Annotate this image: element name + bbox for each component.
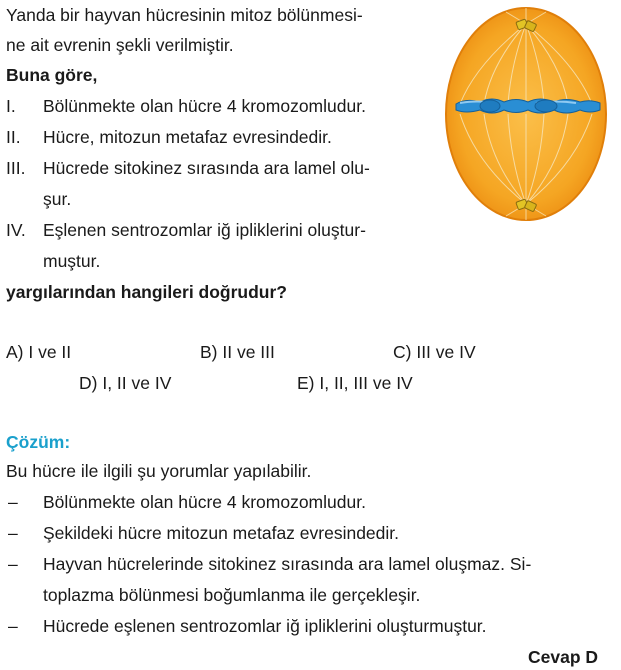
option-d[interactable]: D) I, II ve IV — [79, 373, 172, 393]
statement-4-text-line-2: muştur. — [43, 251, 101, 271]
metaphase-cell-figure — [436, 4, 616, 224]
solution-item-3-dash: – — [8, 554, 18, 574]
solution-item-1-dash: – — [8, 492, 18, 512]
statement-3-text-line-1: Hücrede sitokinez sırasında ara lamel olu- — [43, 158, 370, 178]
statement-1-number: I. — [6, 96, 16, 116]
statement-1-text: Bölünmekte olan hücre 4 kromozomludur. — [43, 96, 366, 116]
question-prompt: yargılarından hangileri doğrudur? — [6, 282, 287, 302]
intro-line-2: ne ait evrenin şekli verilmiştir. — [6, 35, 234, 55]
statement-3-number: III. — [6, 158, 26, 178]
solution-title: Çözüm: — [6, 432, 71, 452]
solution-intro: Bu hücre ile ilgili şu yorumlar yapılabilir. — [6, 461, 312, 481]
solution-item-3-text-line-1: Hayvan hücrelerinde sitokinez sırasında ara lamel oluşmaz. Si- — [43, 554, 532, 574]
statement-3-text-line-2: şur. — [43, 189, 72, 209]
solution-item-2-text: Şekildeki hücre mitozun metafaz evresindedir. — [43, 523, 400, 543]
option-b[interactable]: B) II ve III — [200, 342, 275, 362]
intro-line-1: Yanda bir hayvan hücresinin mitoz bölünmesi- — [6, 5, 363, 25]
statement-4-text-line-1: Eşlenen sentrozomlar iğ ipliklerini oluştur- — [43, 220, 366, 240]
solution-item-4-dash: – — [8, 616, 18, 636]
statement-2-number: II. — [6, 127, 21, 147]
solution-item-3-text-line-2: toplazma bölünmesi boğumlanma ile gerçekleşir. — [43, 585, 421, 605]
question-lead: Buna göre, — [6, 65, 98, 85]
option-a[interactable]: A) I ve II — [6, 342, 72, 362]
solution-item-1-text: Bölünmekte olan hücre 4 kromozomludur. — [43, 492, 366, 512]
option-c[interactable]: C) III ve IV — [393, 342, 476, 362]
statement-4-number: IV. — [6, 220, 26, 240]
solution-item-4-text: Hücrede eşlenen sentrozomlar iğ ipliklerini oluşturmuştur. — [43, 616, 487, 636]
option-e[interactable]: E) I, II, III ve IV — [297, 373, 413, 393]
solution-item-2-dash: – — [8, 523, 18, 543]
statement-2-text: Hücre, mitozun metafaz evresindedir. — [43, 127, 332, 147]
answer-label: Cevap D — [528, 647, 599, 667]
